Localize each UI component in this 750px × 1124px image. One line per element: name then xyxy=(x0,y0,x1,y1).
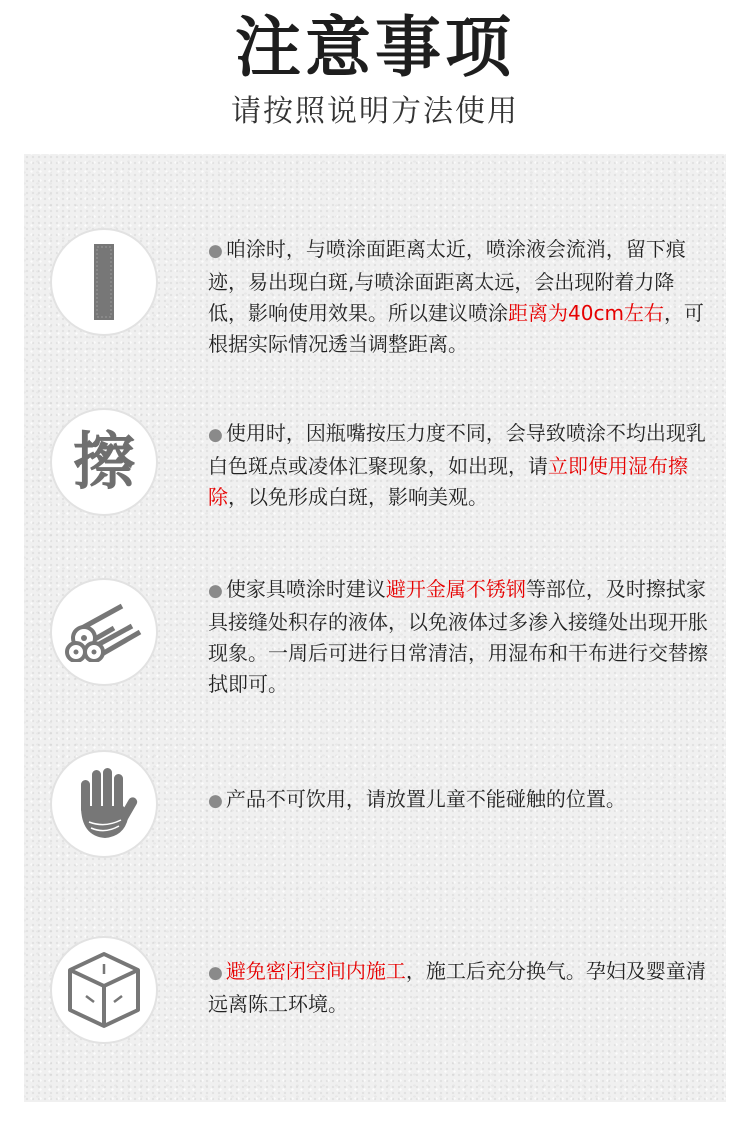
bullet-dot: ● xyxy=(208,425,223,445)
bullet-dot: ● xyxy=(208,791,223,811)
page-subtitle: 请按照说明方法使用 xyxy=(231,94,519,129)
text-highlight: 立即使用湿布擦除 xyxy=(208,454,688,509)
notice-text-ventilation xyxy=(208,956,708,1020)
text-segment: 等部位，及时擦拭家具接缝处积存的液体，以免液体过多渗入接缝处出现开胀现象。一周后可进行日常清洁，用湿布和干布进行交替擦拭即可。 xyxy=(208,577,708,696)
text-segment: ，施工后充分换气。孕妇及婴童清远离陈工环境。 xyxy=(208,959,706,1016)
wipe-char: 擦 xyxy=(72,425,135,498)
page-title: 注意事项 xyxy=(235,9,515,86)
notice-text-children xyxy=(208,784,708,817)
notice-text-metal xyxy=(208,574,708,700)
text-segment: 产品不可饮用，请放置儿童不能碰触的位置。 xyxy=(225,787,626,811)
text-highlight: 距离为40cm左右 xyxy=(508,301,664,325)
spray-bar-icon xyxy=(50,228,158,336)
text-segment: 使用时，因瓶嘴按压力度不同，会导致喷涂不均出现乳白色斑点或凌体汇聚现象，如出现，请 xyxy=(208,421,706,478)
text-segment: 使家具喷涂时建议 xyxy=(225,577,386,601)
wipe-char-icon xyxy=(50,408,158,516)
text-segment: ，以免形成白斑，影响美观。 xyxy=(228,485,488,509)
text-segment: 咱涂时，与喷涂面距离太近，喷涂液会流消，留下痕迹，易出现白斑,与喷涂面距离太远，会出现附着力降低，影响使用效果。所以建议喷涂 xyxy=(208,237,686,325)
text-segment: ，可根据实际情况透当调整距离。 xyxy=(208,301,704,356)
text-highlight: 避免密闭空间内施工 xyxy=(225,959,406,983)
bullet-dot: ● xyxy=(208,963,223,983)
metal-pipes-icon xyxy=(50,578,158,686)
hand-icon xyxy=(50,750,158,858)
text-highlight: 避开金属不锈钢 xyxy=(385,577,526,601)
bullet-dot: ● xyxy=(208,581,223,601)
enclosed-space-cube-icon xyxy=(50,936,158,1044)
notice-panel xyxy=(24,154,726,1102)
notice-text-distance xyxy=(208,234,708,360)
bullet-dot: ● xyxy=(208,241,223,261)
notice-text-wipe xyxy=(208,418,708,513)
